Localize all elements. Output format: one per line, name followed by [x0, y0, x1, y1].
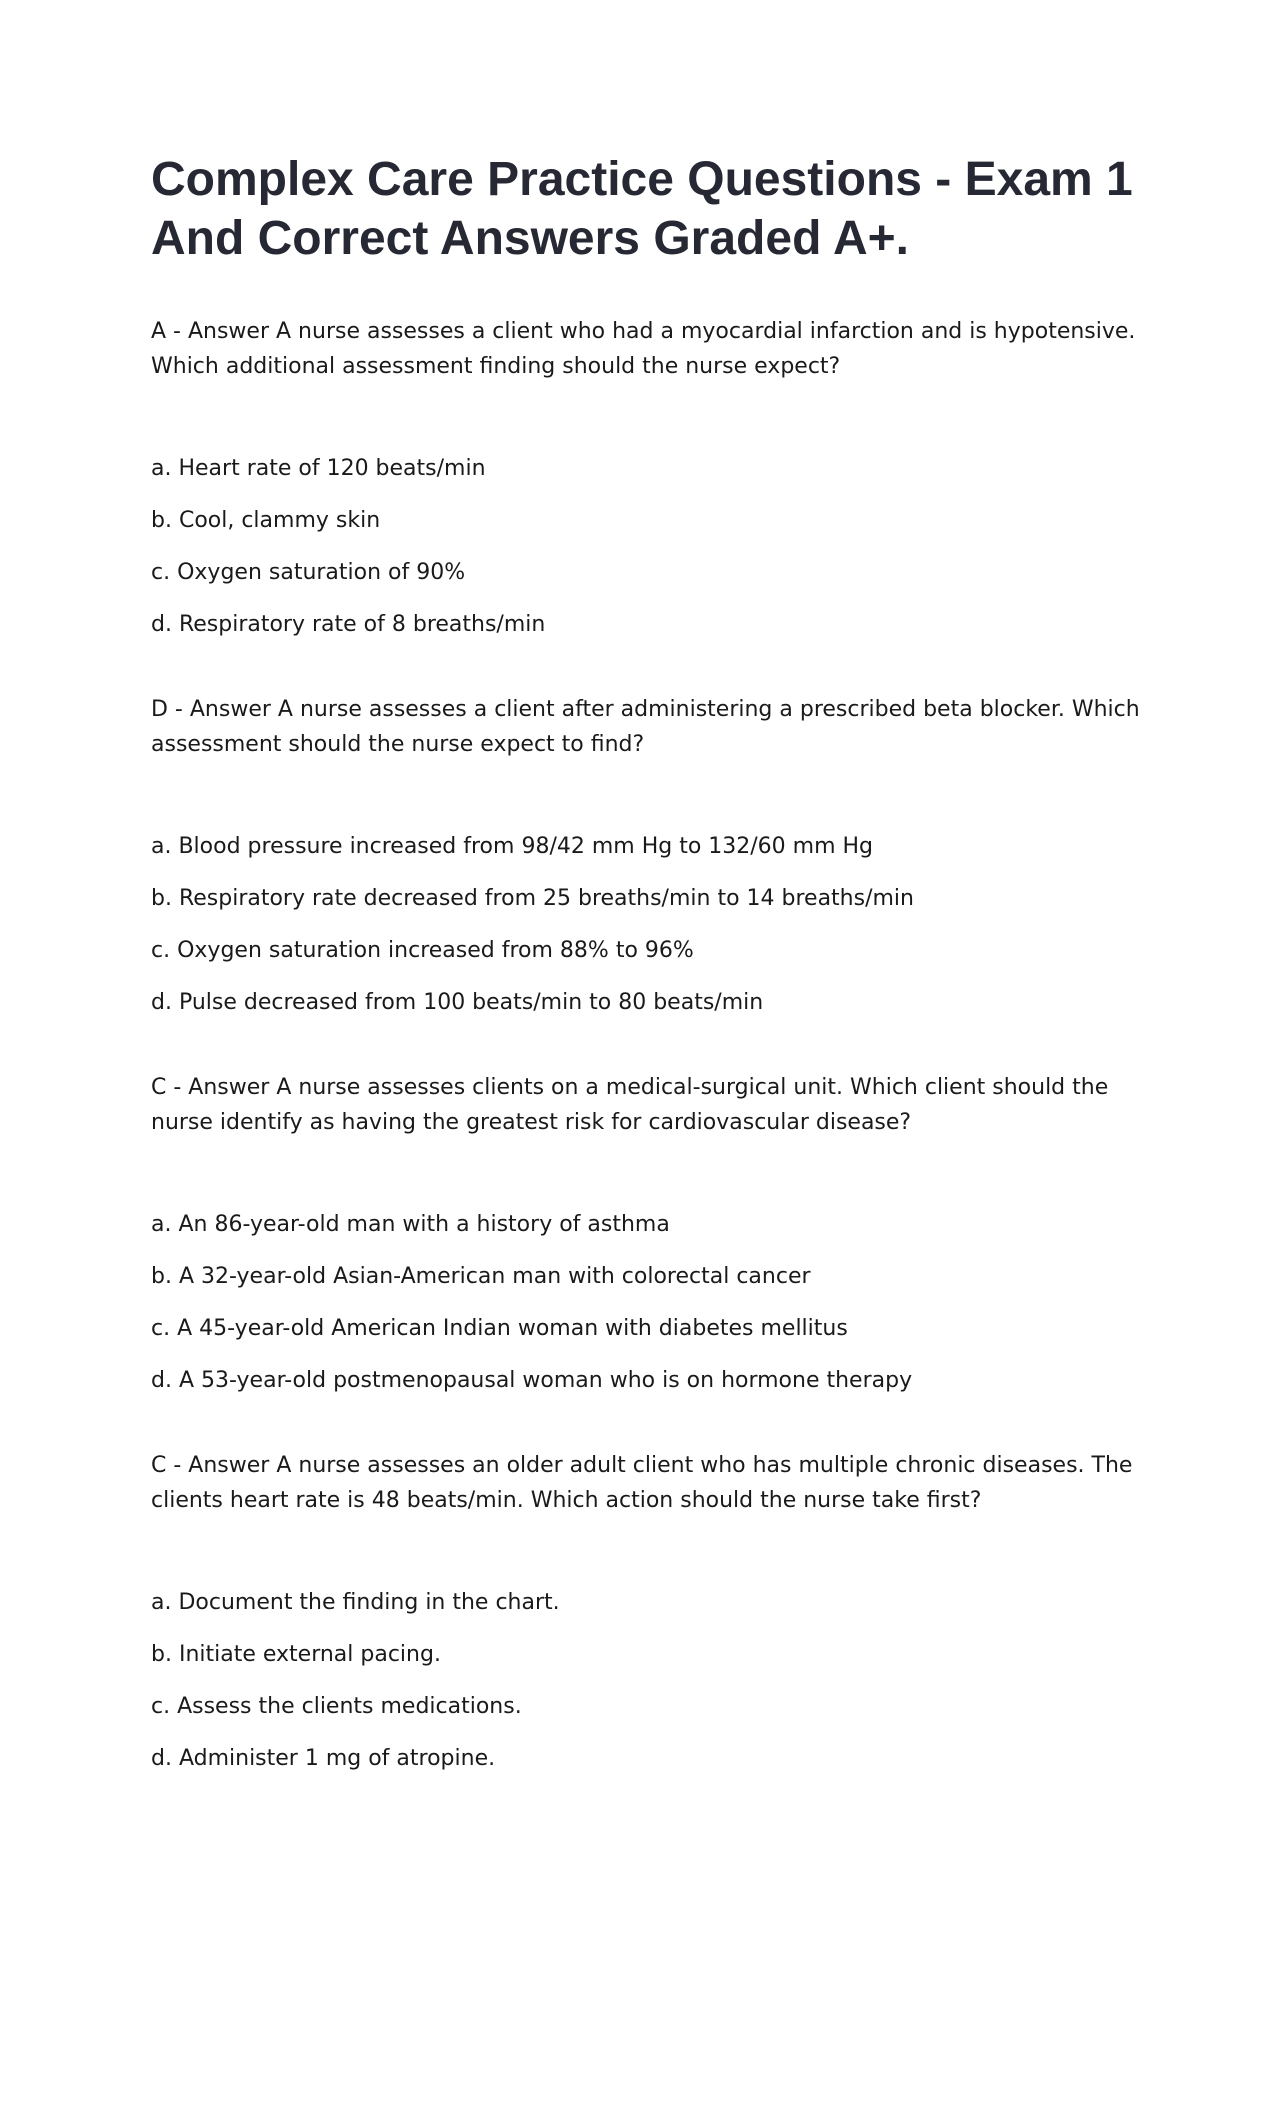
option-list — [151, 1210, 1141, 1396]
document-page — [151, 150, 1141, 1774]
option-b: b. Cool, clammy skin — [151, 508, 381, 533]
option-c: c. Oxygen saturation of 90% — [151, 560, 466, 585]
option-list — [151, 1588, 1141, 1774]
question-block-1 — [151, 314, 1141, 640]
option-d: d. Administer 1 mg of atropine. — [151, 1746, 496, 1771]
question-text — [151, 1448, 1141, 1518]
answer-label: D - Answer — [151, 697, 271, 722]
option-d: d. Respiratory rate of 8 breaths/min — [151, 612, 546, 637]
question-stem: A nurse assesses a client after administering a prescribed beta blocker. Which assessment should the nurse expect to find? — [151, 697, 1140, 757]
option-list — [151, 454, 1141, 640]
answer-label: C - Answer — [151, 1453, 270, 1478]
option-d: d. A 53-year-old postmenopausal woman who is on hormone therapy — [151, 1368, 913, 1393]
option-b: b. A 32-year-old Asian-American man with colorectal cancer — [151, 1264, 811, 1289]
question-stem: A nurse assesses clients on a medical-surgical unit. Which client should the nurse identify as having the greatest risk for cardiovascular disease? — [151, 1075, 1109, 1135]
option-a: a. Document the finding in the chart. — [151, 1590, 560, 1615]
answer-label: A - Answer — [151, 319, 270, 344]
option-a: a. An 86-year-old man with a history of asthma — [151, 1212, 670, 1237]
document-title: Complex Care Practice Questions - Exam 1 And Correct Answers Graded A+. — [151, 153, 1133, 265]
option-c: c. Oxygen saturation increased from 88% to 96% — [151, 938, 694, 963]
option-a: a. Blood pressure increased from 98/42 mm Hg to 132/60 mm Hg — [151, 834, 874, 859]
question-text — [151, 692, 1141, 762]
option-c: c. A 45-year-old American Indian woman with diabetes mellitus — [151, 1316, 848, 1341]
answer-label: C - Answer — [151, 1075, 270, 1100]
question-text — [151, 314, 1141, 384]
option-a: a. Heart rate of 120 beats/min — [151, 456, 486, 481]
option-c: c. Assess the clients medications. — [151, 1694, 522, 1719]
question-stem: A nurse assesses a client who had a myocardial infarction and is hypotensive. Which additional assessment finding should the nurse expect? — [151, 319, 1136, 379]
question-block-3 — [151, 1070, 1141, 1396]
option-b: b. Initiate external pacing. — [151, 1642, 441, 1667]
option-list — [151, 832, 1141, 1018]
question-text — [151, 1070, 1141, 1140]
question-block-4 — [151, 1448, 1141, 1774]
option-d: d. Pulse decreased from 100 beats/min to 80 beats/min — [151, 990, 764, 1015]
question-block-2 — [151, 692, 1141, 1018]
question-stem: A nurse assesses an older adult client who has multiple chronic diseases. The clients heart rate is 48 beats/min. Which action should the nurse take first? — [151, 1453, 1133, 1513]
option-b: b. Respiratory rate decreased from 25 breaths/min to 14 breaths/min — [151, 886, 914, 911]
